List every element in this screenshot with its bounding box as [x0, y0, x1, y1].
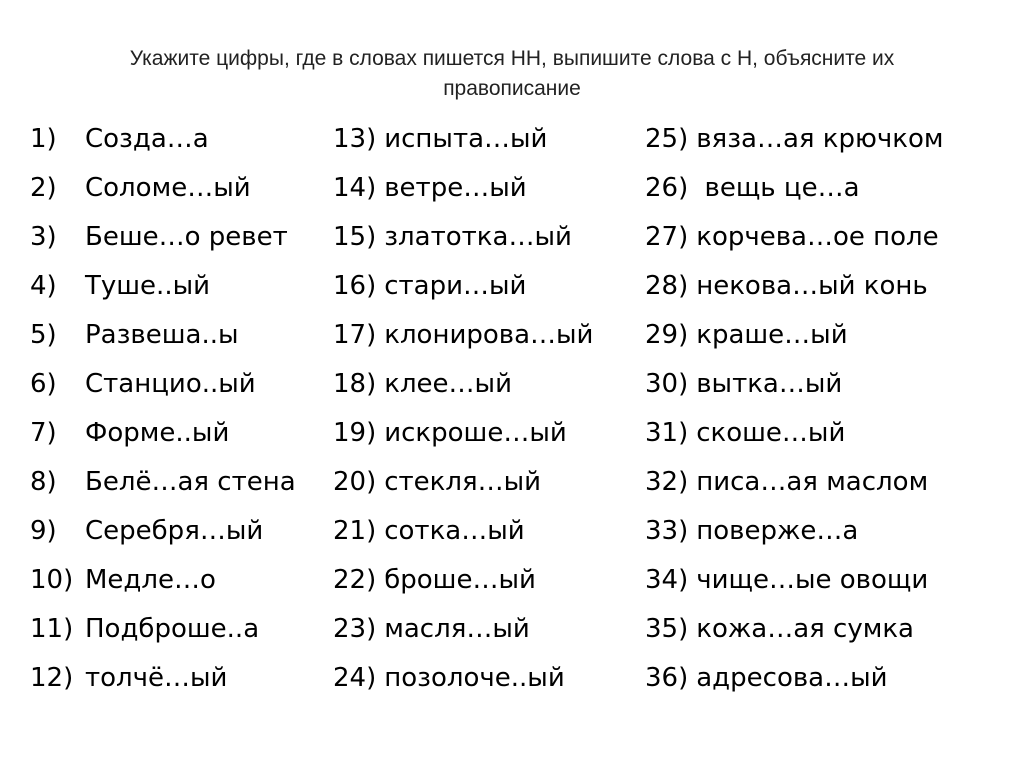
item-number: 28)	[645, 271, 689, 301]
item-number: 36)	[645, 663, 689, 693]
item-word: Соломе…ый	[85, 173, 251, 203]
item-word: Беше…о ревет	[85, 222, 288, 252]
item-word: кожа…ая сумка	[696, 614, 914, 644]
instruction-line-2: правописание	[443, 77, 581, 100]
exercise-item	[30, 360, 256, 409]
item-word: златотка…ый	[384, 222, 572, 252]
item-number: 32)	[645, 467, 689, 497]
item-number: 12)	[30, 663, 74, 693]
exercise-item	[30, 164, 251, 213]
exercise-item	[645, 262, 943, 311]
item-number: 2)	[30, 173, 57, 203]
exercise-item	[645, 164, 943, 213]
exercise-item	[30, 213, 288, 262]
item-word: вытка…ый	[696, 369, 843, 399]
exercise-item	[333, 654, 593, 703]
item-number: 6)	[30, 369, 57, 399]
item-number: 14)	[333, 173, 377, 203]
item-number: 17)	[333, 320, 377, 350]
item-number: 13)	[333, 124, 377, 154]
exercise-item	[30, 311, 239, 360]
item-word: сотка…ый	[384, 516, 525, 546]
item-number: 34)	[645, 565, 689, 595]
item-number: 23)	[333, 614, 377, 644]
item-word: клее…ый	[384, 369, 512, 399]
item-word: Созда…а	[85, 124, 209, 154]
exercise-item	[333, 262, 593, 311]
item-word: ветре…ый	[384, 173, 527, 203]
exercise-item	[333, 213, 593, 262]
exercise-item	[30, 556, 216, 605]
item-number: 9)	[30, 516, 57, 546]
item-word: испыта…ый	[384, 124, 548, 154]
exercise-item	[333, 115, 593, 164]
item-number: 11)	[30, 614, 74, 644]
exercise-item	[333, 164, 593, 213]
exercise-item	[30, 458, 296, 507]
item-number: 3)	[30, 222, 57, 252]
item-number: 16)	[333, 271, 377, 301]
exercise-item	[333, 458, 593, 507]
item-number: 5)	[30, 320, 57, 350]
item-word: Станцио..ый	[85, 369, 256, 399]
item-word: Серебря…ый	[85, 516, 264, 546]
exercise-item	[333, 605, 593, 654]
item-word: толчё…ый	[85, 663, 228, 693]
item-number: 29)	[645, 320, 689, 350]
item-word: писа…ая маслом	[696, 467, 929, 497]
item-number: 21)	[333, 516, 377, 546]
item-word: вещь це…а	[696, 173, 860, 203]
exercise-item	[333, 360, 593, 409]
item-number: 15)	[333, 222, 377, 252]
instruction-line-1: Укажите цифры, где в словах пишется НН, выпишите слова с Н, объясните их	[129, 47, 895, 70]
instruction-header	[0, 44, 1024, 104]
item-word: Туше..ый	[85, 271, 211, 301]
exercise-item	[333, 556, 593, 605]
exercise-item	[645, 360, 943, 409]
item-word: Форме..ый	[85, 418, 230, 448]
exercise-item	[333, 507, 593, 556]
exercise-item	[30, 409, 230, 458]
exercise-item	[645, 409, 943, 458]
item-word: клонирова…ый	[384, 320, 594, 350]
exercise-item	[645, 311, 943, 360]
column-2	[333, 115, 593, 703]
item-number: 1)	[30, 124, 57, 154]
exercise-item	[333, 409, 593, 458]
exercise-item	[30, 262, 211, 311]
exercise-item	[645, 507, 943, 556]
item-number: 25)	[645, 124, 689, 154]
exercise-item	[645, 458, 943, 507]
item-word: позолоче..ый	[384, 663, 565, 693]
item-number: 20)	[333, 467, 377, 497]
item-word: масля…ый	[384, 614, 530, 644]
item-number: 10)	[30, 565, 74, 595]
item-number: 24)	[333, 663, 377, 693]
item-word: адресова…ый	[696, 663, 888, 693]
item-word: некова…ый конь	[696, 271, 928, 301]
item-word: вяза…ая крючком	[696, 124, 944, 154]
item-number: 31)	[645, 418, 689, 448]
item-word: Подброше..а	[85, 614, 260, 644]
exercise-item	[645, 115, 943, 164]
item-number: 26)	[645, 173, 689, 203]
item-number: 35)	[645, 614, 689, 644]
item-number: 18)	[333, 369, 377, 399]
item-number: 27)	[645, 222, 689, 252]
item-word: скоше…ый	[696, 418, 846, 448]
item-word: Медле…о	[85, 565, 216, 595]
item-word: чище…ые овощи	[696, 565, 929, 595]
exercise-item	[30, 115, 209, 164]
item-word: Развеша..ы	[85, 320, 239, 350]
item-number: 7)	[30, 418, 57, 448]
item-number: 19)	[333, 418, 377, 448]
item-word: краше…ый	[696, 320, 848, 350]
item-number: 22)	[333, 565, 377, 595]
item-number: 33)	[645, 516, 689, 546]
exercise-item	[645, 213, 943, 262]
item-number: 8)	[30, 467, 57, 497]
item-word: поверже…а	[696, 516, 859, 546]
item-number: 4)	[30, 271, 57, 301]
exercise-item	[333, 311, 593, 360]
item-number: 30)	[645, 369, 689, 399]
exercise-item	[30, 507, 264, 556]
item-word: корчева…ое поле	[696, 222, 939, 252]
item-word: Белё…ая стена	[85, 467, 296, 497]
exercise-item	[645, 605, 943, 654]
item-word: стари…ый	[384, 271, 527, 301]
item-word: искроше…ый	[384, 418, 567, 448]
exercise-item	[30, 605, 260, 654]
exercise-item	[645, 654, 943, 703]
exercise-item	[30, 654, 228, 703]
item-word: броше…ый	[384, 565, 536, 595]
column-1	[30, 115, 296, 703]
item-word: стекля…ый	[384, 467, 542, 497]
exercise-item	[645, 556, 943, 605]
column-3	[645, 115, 943, 703]
